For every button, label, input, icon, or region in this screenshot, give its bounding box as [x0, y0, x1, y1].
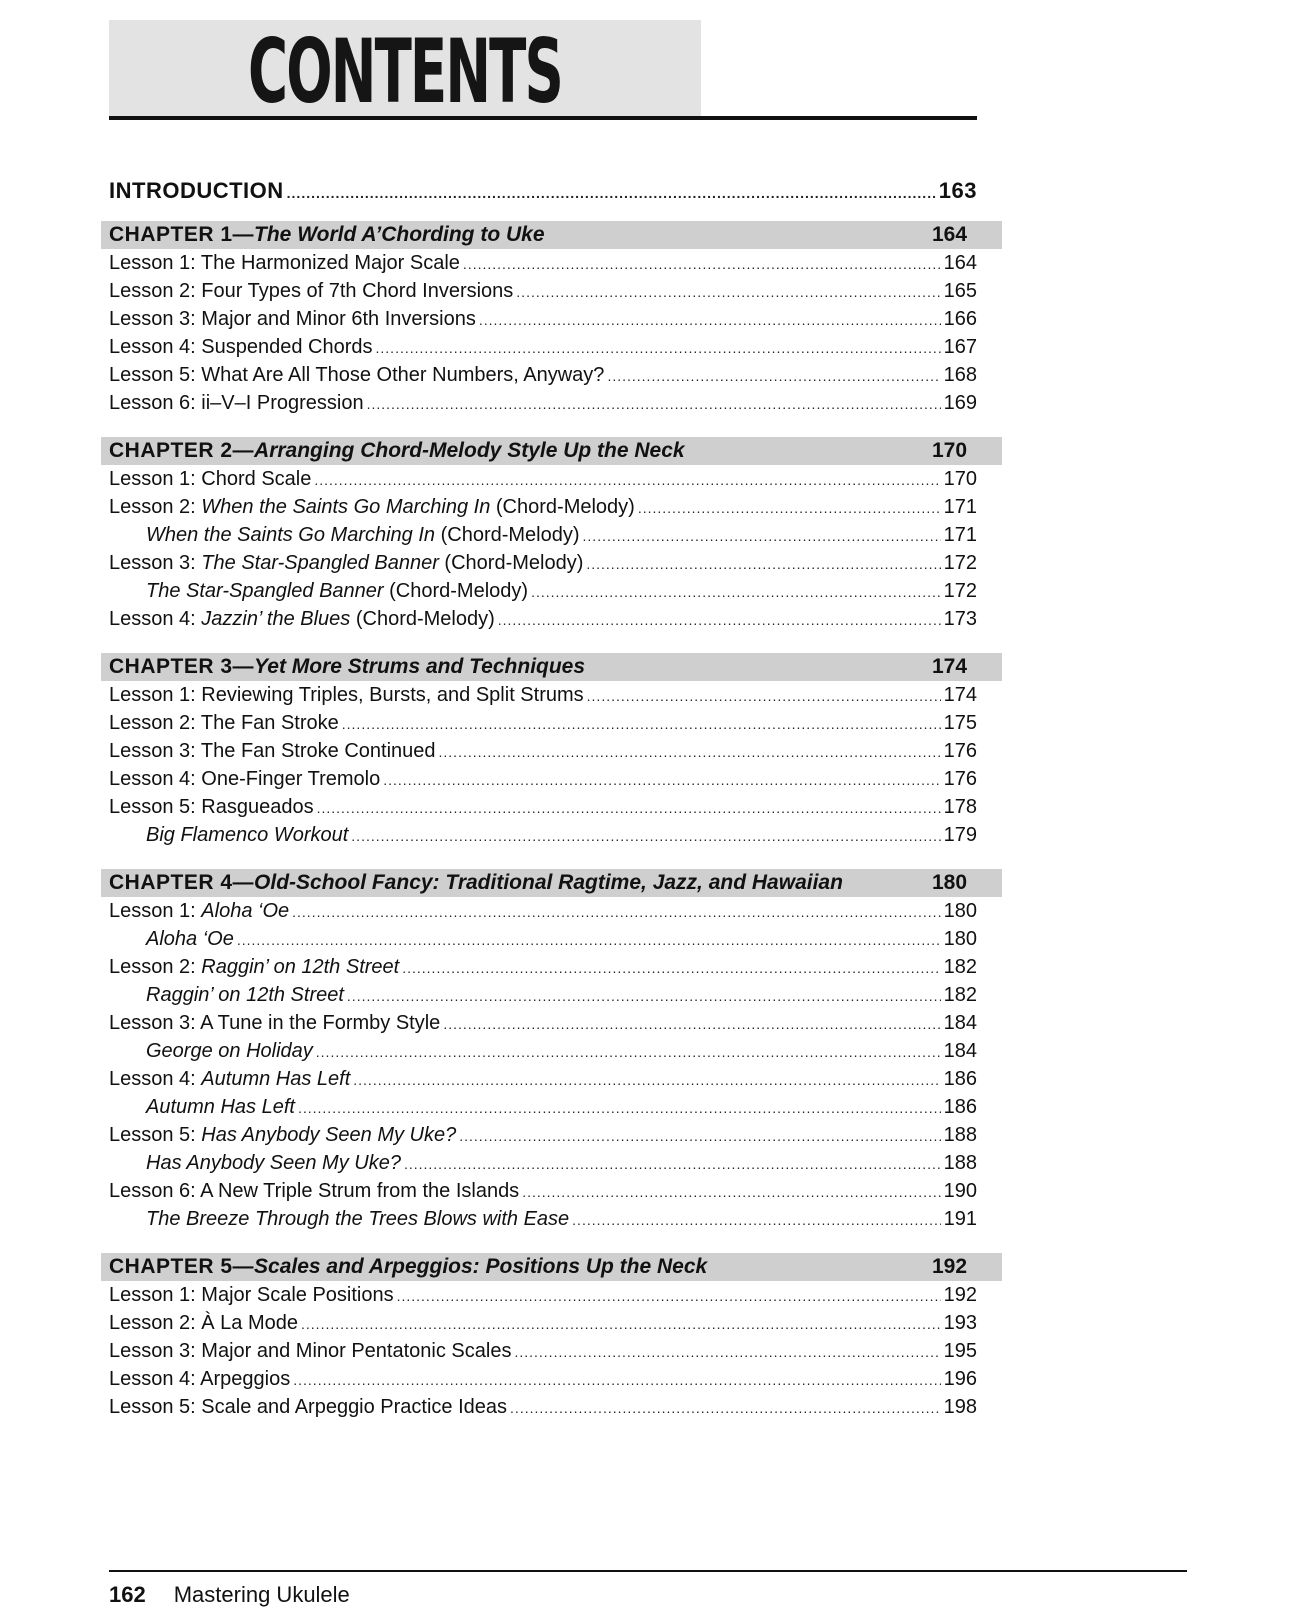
leader-dots	[498, 606, 941, 634]
leader-dots	[638, 494, 941, 522]
entry-text	[109, 1205, 569, 1233]
entry-italic-title: Autumn Has Left	[201, 1068, 351, 1090]
entry-text	[109, 681, 584, 709]
entry-text	[109, 521, 580, 549]
lesson-entry[interactable]	[109, 249, 977, 277]
entry-page: 167	[943, 336, 977, 358]
entry-page: 198	[943, 1396, 977, 1418]
sub-entry[interactable]	[109, 1093, 977, 1121]
entry-italic-title: Raggin’ on 12th Street	[146, 984, 344, 1006]
chapter-heading[interactable]	[101, 653, 1002, 681]
entry-page: 173	[943, 608, 977, 630]
entry-text	[109, 925, 234, 953]
chapter-list	[101, 221, 1001, 1421]
chapter-page: 180	[932, 871, 968, 894]
entry-italic-title: Has Anybody Seen My Uke?	[201, 1124, 457, 1146]
entry-page: 186	[943, 1068, 977, 1090]
entry-prefix: Lesson 3: Major and Minor Pentatonic Scales	[109, 1340, 512, 1362]
entry-prefix: Lesson 1: Reviewing Triples, Bursts, and Split Strums	[109, 684, 584, 706]
entry-prefix: Lesson 4: One-Finger Tremolo	[109, 768, 381, 790]
entry-suffix: (Chord-Melody)	[435, 524, 580, 546]
entry-page: 171	[943, 496, 977, 518]
leader-dots	[301, 1310, 941, 1338]
entry-prefix: Lesson 1: Major Scale Positions	[109, 1284, 394, 1306]
entry-italic-title: The Star-Spangled Banner	[201, 552, 439, 574]
lesson-entry[interactable]	[109, 361, 977, 389]
leader-dots	[463, 250, 941, 278]
leader-dots	[292, 898, 940, 926]
entry-prefix: Lesson 5:	[109, 1124, 202, 1146]
entry-prefix: Lesson 4:	[109, 1068, 202, 1090]
lesson-entry[interactable]	[109, 765, 977, 793]
lesson-entry[interactable]	[109, 465, 977, 493]
lesson-entry[interactable]	[109, 1309, 977, 1337]
entry-text	[109, 1309, 298, 1337]
entry-text	[109, 361, 604, 389]
entry-italic-title: Big Flamenco Workout	[146, 824, 349, 846]
entry-page: 169	[943, 392, 977, 414]
leader-dots	[443, 1010, 940, 1038]
leader-dots	[342, 710, 941, 738]
entry-prefix: Lesson 5: What Are All Those Other Numbers, Anyway?	[109, 364, 605, 386]
entry-italic-title: Jazzin’ the Blues	[201, 608, 351, 630]
lesson-entry[interactable]	[109, 493, 977, 521]
chapter-section	[101, 653, 1001, 849]
entry-text	[109, 1365, 290, 1393]
leader-dots	[293, 1366, 940, 1394]
entry-italic-title: Has Anybody Seen My Uke?	[146, 1152, 401, 1174]
sub-entry[interactable]	[109, 1149, 977, 1177]
entry-text	[109, 1177, 519, 1205]
entry-italic-title: Raggin’ on 12th Street	[201, 956, 400, 978]
contents-heading-box	[109, 20, 701, 123]
entry-text	[109, 577, 528, 605]
sub-entry[interactable]	[109, 925, 977, 953]
leader-dots	[607, 362, 940, 390]
leader-dots	[583, 522, 941, 550]
lesson-entry[interactable]	[109, 605, 977, 633]
footer-page-number: 162	[109, 1582, 146, 1607]
lesson-entry[interactable]	[109, 953, 977, 981]
entry-text	[109, 1393, 507, 1421]
lesson-entry[interactable]	[109, 333, 977, 361]
chapter-title: Arranging Chord-Melody Style Up the Neck	[254, 439, 685, 462]
entry-prefix: Lesson 2:	[109, 956, 202, 978]
entry-text	[109, 1281, 394, 1309]
leader-dots	[586, 550, 940, 578]
entry-italic-title: When the Saints Go Marching In	[201, 496, 491, 518]
entry-text	[109, 1149, 401, 1177]
entry-page: 192	[943, 1284, 977, 1306]
leader-dots	[516, 278, 940, 306]
entry-text	[109, 1121, 456, 1149]
lesson-entry[interactable]	[109, 389, 977, 417]
chapter-title: Yet More Strums and Techniques	[254, 655, 586, 678]
entry-page: 178	[943, 796, 977, 818]
page-footer	[109, 1582, 350, 1608]
lesson-entry[interactable]	[109, 1177, 977, 1205]
entry-page: 171	[943, 524, 977, 546]
entry-text	[109, 333, 373, 361]
entry-prefix: Lesson 4:	[109, 608, 202, 630]
entry-text	[109, 765, 380, 793]
lesson-entry[interactable]	[109, 1009, 977, 1037]
chapter-title: Scales and Arpeggios: Positions Up the Neck	[254, 1255, 708, 1278]
entry-italic-title: George on Holiday	[146, 1040, 313, 1062]
chapter-heading[interactable]	[101, 437, 1002, 465]
chapter-page: 164	[932, 223, 968, 246]
leader-dots	[347, 982, 941, 1010]
entry-prefix: Lesson 3:	[109, 552, 202, 574]
entry-text	[109, 465, 311, 493]
leader-dots	[316, 1038, 941, 1066]
intro-entry[interactable]	[109, 178, 977, 211]
lesson-entry[interactable]	[109, 277, 977, 305]
entry-text	[109, 493, 635, 521]
entry-prefix: Lesson 1: The Harmonized Major Scale	[109, 252, 460, 274]
entry-page: 182	[943, 956, 977, 978]
entry-page: 179	[943, 824, 977, 846]
entry-italic-title: The Star-Spangled Banner	[146, 580, 384, 602]
chapter-section	[101, 437, 1001, 633]
chapter-label: CHAPTER 2—	[109, 439, 255, 462]
entry-prefix: Lesson 4: Suspended Chords	[109, 336, 373, 358]
chapter-page: 192	[932, 1255, 968, 1278]
entry-prefix: Lesson 2: Four Types of 7th Chord Inversions	[109, 280, 514, 302]
entry-page: 196	[943, 1368, 977, 1390]
chapter-section	[101, 1253, 1001, 1421]
entry-text	[109, 821, 348, 849]
chapter-title: Old-School Fancy: Traditional Ragtime, Jazz, and Hawaiian	[254, 871, 843, 894]
leader-dots	[522, 1178, 940, 1206]
entry-italic-title: Aloha ‘Oe	[201, 900, 290, 922]
leader-dots	[237, 926, 941, 954]
leader-dots	[439, 738, 941, 766]
entry-text	[109, 1065, 350, 1093]
sub-entry[interactable]	[109, 981, 977, 1009]
entry-page: 165	[943, 280, 977, 302]
entry-italic-title: Aloha ‘Oe	[146, 928, 234, 950]
sub-entry[interactable]	[109, 577, 977, 605]
lesson-entry[interactable]	[109, 305, 977, 333]
entry-text	[109, 277, 513, 305]
leader-dots	[287, 185, 936, 201]
entry-page: 170	[943, 468, 977, 490]
lesson-entry[interactable]	[109, 1337, 977, 1365]
leader-dots	[397, 1282, 941, 1310]
chapter-page: 170	[932, 439, 968, 462]
leader-dots	[314, 466, 940, 494]
leader-dots	[367, 390, 941, 418]
leader-dots	[404, 1150, 941, 1178]
chapter-label: CHAPTER 4—	[109, 871, 255, 894]
leader-dots	[298, 1094, 941, 1122]
leader-dots	[317, 794, 941, 822]
contents-heading: CONTENTS	[248, 20, 562, 123]
entry-page: 164	[943, 252, 977, 274]
lesson-entry[interactable]	[109, 1365, 977, 1393]
lesson-entry[interactable]	[109, 709, 977, 737]
entry-text	[109, 1093, 295, 1121]
chapter-label: CHAPTER 5—	[109, 1255, 255, 1278]
entry-text	[109, 737, 436, 765]
leader-dots	[510, 1394, 941, 1422]
entry-prefix: Lesson 3: The Fan Stroke Continued	[109, 740, 436, 762]
leader-dots	[351, 822, 940, 850]
leader-dots	[572, 1206, 940, 1234]
entry-text	[109, 953, 399, 981]
entry-page: 184	[943, 1012, 977, 1034]
lesson-entry[interactable]	[109, 737, 977, 765]
entry-page: 193	[943, 1312, 977, 1334]
leader-dots	[459, 1122, 940, 1150]
entry-italic-title: Autumn Has Left	[146, 1096, 295, 1118]
entry-page: 190	[943, 1180, 977, 1202]
entry-text	[109, 709, 339, 737]
lesson-entry[interactable]	[109, 1393, 977, 1421]
entry-prefix: Lesson 6: A New Triple Strum from the Islands	[109, 1180, 520, 1202]
entry-page: 172	[943, 552, 977, 574]
entry-page: 176	[943, 740, 977, 762]
chapter-page: 174	[932, 655, 968, 678]
entry-page: 172	[943, 580, 977, 602]
heading-rule	[109, 116, 977, 120]
leader-dots	[587, 682, 941, 710]
leader-dots	[376, 334, 941, 362]
entry-text	[109, 1337, 511, 1365]
entry-page: 180	[943, 900, 977, 922]
chapter-heading[interactable]	[101, 221, 1002, 249]
entry-prefix: Lesson 3: Major and Minor 6th Inversions	[109, 308, 476, 330]
entry-suffix: (Chord-Melody)	[350, 608, 495, 630]
leader-dots	[514, 1338, 940, 1366]
chapter-label: CHAPTER 3—	[109, 655, 255, 678]
entry-page: 186	[943, 1096, 977, 1118]
footer-book-title: Mastering Ukulele	[173, 1582, 350, 1607]
entry-text	[109, 305, 476, 333]
entry-page: 176	[943, 768, 977, 790]
sub-entry[interactable]	[109, 821, 977, 849]
chapter-title: The World A’Chording to Uke	[254, 223, 545, 246]
entry-page: 188	[943, 1124, 977, 1146]
entry-text	[109, 1009, 440, 1037]
entry-prefix: Lesson 1:	[109, 900, 202, 922]
entry-prefix: Lesson 6: ii–V–I Progression	[109, 392, 364, 414]
entry-page: 195	[943, 1340, 977, 1362]
sub-entry[interactable]	[109, 1205, 977, 1233]
leader-dots	[402, 954, 940, 982]
leader-dots	[353, 1066, 940, 1094]
leader-dots	[531, 578, 941, 606]
entry-text	[109, 249, 460, 277]
lesson-entry[interactable]	[109, 549, 977, 577]
entry-suffix: (Chord-Melody)	[490, 496, 635, 518]
chapter-heading[interactable]	[101, 869, 1002, 897]
lesson-entry[interactable]	[109, 1281, 977, 1309]
leader-dots	[383, 766, 940, 794]
lesson-entry[interactable]	[109, 897, 977, 925]
entry-page: 174	[943, 684, 977, 706]
entry-prefix: Lesson 2: The Fan Stroke	[109, 712, 339, 734]
entry-prefix: Lesson 4: Arpeggios	[109, 1368, 291, 1390]
entry-suffix: (Chord-Melody)	[383, 580, 529, 602]
lesson-entry[interactable]	[109, 681, 977, 709]
entry-page: 166	[943, 308, 977, 330]
entry-page: 175	[943, 712, 977, 734]
intro-page: 163	[938, 178, 977, 203]
entry-page: 180	[943, 928, 977, 950]
entry-text	[109, 1037, 313, 1065]
chapter-section	[101, 221, 1001, 417]
table-of-contents	[101, 178, 1001, 1421]
entry-text	[109, 389, 364, 417]
chapter-label: CHAPTER 1—	[109, 223, 255, 246]
footer-rule	[109, 1570, 1187, 1572]
entry-text	[109, 897, 289, 925]
chapter-heading[interactable]	[101, 1253, 1002, 1281]
entry-text	[109, 981, 344, 1009]
leader-dots	[479, 306, 941, 334]
entry-prefix: Lesson 1: Chord Scale	[109, 468, 312, 490]
entry-text	[109, 605, 495, 633]
entry-prefix: Lesson 2: À La Mode	[109, 1312, 299, 1334]
entry-page: 182	[943, 984, 977, 1006]
lesson-entry[interactable]	[109, 793, 977, 821]
entry-prefix: Lesson 5: Rasgueados	[109, 796, 314, 818]
entry-text	[109, 793, 314, 821]
lesson-entry[interactable]	[109, 1121, 977, 1149]
entry-page: 188	[943, 1152, 977, 1174]
entry-italic-title: The Breeze Through the Trees Blows with Ease	[146, 1208, 570, 1230]
entry-page: 184	[943, 1040, 977, 1062]
entry-prefix: Lesson 3: A Tune in the Formby Style	[109, 1012, 441, 1034]
entry-prefix: Lesson 2:	[109, 496, 202, 518]
entry-prefix: Lesson 5: Scale and Arpeggio Practice Ideas	[109, 1396, 508, 1418]
lesson-entry[interactable]	[109, 1065, 977, 1093]
intro-label: INTRODUCTION	[109, 178, 284, 203]
chapter-section	[101, 869, 1001, 1233]
sub-entry[interactable]	[109, 521, 977, 549]
entry-page: 191	[943, 1208, 977, 1230]
entry-italic-title: When the Saints Go Marching In	[146, 524, 436, 546]
entry-suffix: (Chord-Melody)	[438, 552, 584, 574]
entry-text	[109, 549, 583, 577]
sub-entry[interactable]	[109, 1037, 977, 1065]
entry-page: 168	[943, 364, 977, 386]
